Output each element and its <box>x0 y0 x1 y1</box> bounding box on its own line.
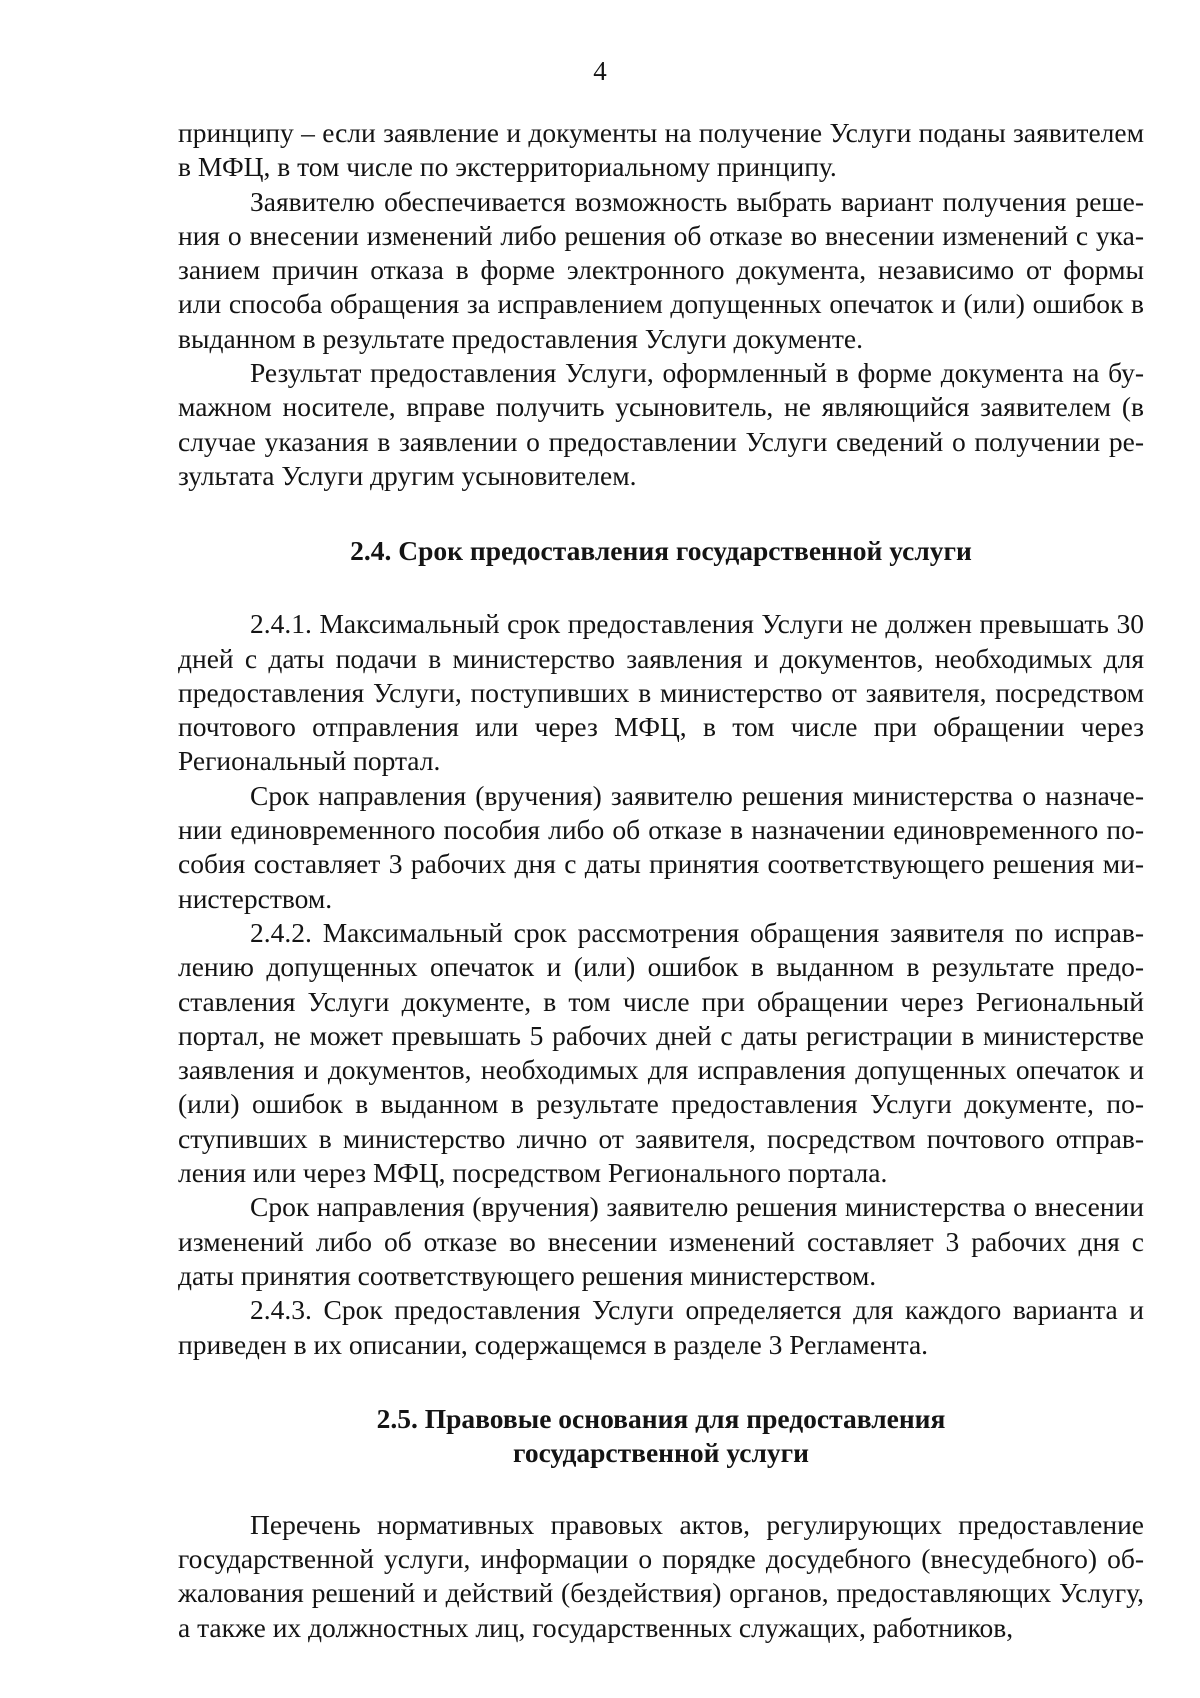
paragraph: Заявителю обеспечивается возможность выбрать вариант получения решения о внесении изменений либо решения об отказе во внесении изменений с указанием причин отказа в форме электронного документа, независимо от формы или способа обращения за исправлением допущенных опечаток и (или) ошибок в выданном в результате предоставления Услуги документе. <box>178 185 1144 354</box>
paragraph-2-4-2: 2.4.2. Максимальный срок рассмотрения обращения заявителя по исправлению допущенных опечаток и (или) ошибок в выданном в результате предоставления Услуги документе, в том числе при обращении через Региональный портал, не может превышать 5 рабочих дней с даты регистрации в министерстве заявления и документов, необходимых для исправления допущенных опечаток и (или) ошибок в выданном в результате предоставления Услуги документе, поступивших в министерство лично от заявителя, посредством почтового отправления или через МФЦ, посредством Регионального портала. <box>178 916 1144 1189</box>
paragraph-continuation: принципу – если заявление и документы на получение Услуги поданы заявителем в МФЦ, в том числе по экстерриториальному принципу. <box>178 117 1144 183</box>
section-heading-2-4: 2.4. Срок предоставления государственной услуги <box>350 535 972 567</box>
paragraph: Результат предоставления Услуги, оформленный в форме документа на бумажном носителе, вправе получить усыновитель, не являющийся заявителем (в случае указания в заявлении о предоставлении Услуги сведений о получении результата Услуги другим усыновителем. <box>178 357 1144 491</box>
document-body <box>178 116 1144 1645</box>
paragraph: Перечень нормативных правовых актов, регулирующих предоставление государственной услуги, информации о порядке досудебного (внесудебного) обжалования решений и действий (бездействия) органов, предоставляющих Услугу, а также их должностных лиц, государственных служащих, работников, <box>178 1508 1144 1643</box>
section-heading-2-5-line2: государственной услуги <box>513 1436 809 1468</box>
paragraph: Срок направления (вручения) заявителю решения министерства о назначении единовременного пособия либо об отказе в назначении единовременного пособия составляет 3 рабочих дня с даты принятия соответствующего решения министерством. <box>178 779 1144 914</box>
paragraph-2-4-1: 2.4.1. Максимальный срок предоставления Услуги не должен превышать 30 дней с даты подачи в министерство заявления и документов, необходимых для предоставления Услуги, поступивших в министерство от заявителя, посредством почтового отправления или через МФЦ, в том числе при обращении через Региональный портал. <box>178 608 1144 777</box>
page-number: 4 <box>593 56 607 86</box>
paragraph: Срок направления (вручения) заявителю решения министерства о внесении изменений либо об отказе во внесении изменений составляет 3 рабочих дня с даты принятия соответствующего решения министерством. <box>178 1191 1144 1291</box>
paragraph-2-4-3: 2.4.3. Срок предоставления Услуги определяется для каждого варианта и приведен в их описании, содержащемся в разделе 3 Регламента. <box>178 1294 1144 1360</box>
section-heading-2-5-line1: 2.5. Правовые основания для предоставления <box>376 1402 946 1434</box>
section-heading-2-5 <box>178 1402 1144 1470</box>
